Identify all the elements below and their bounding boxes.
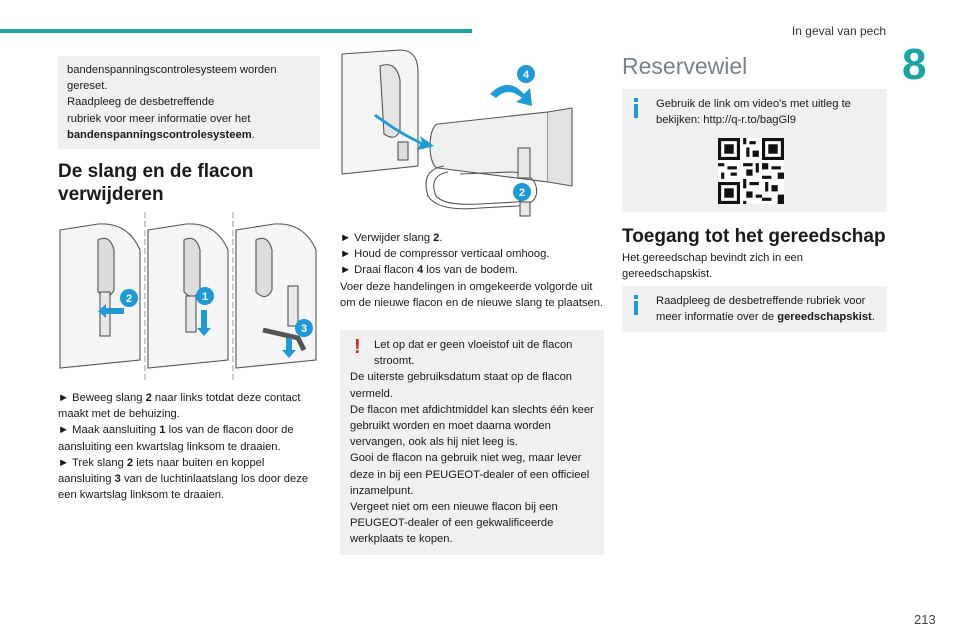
tools-paragraph: Het gereedschap bevindt zich in een gereedschapskist. (622, 252, 803, 281)
qr-code[interactable] (718, 138, 784, 204)
removal-steps (58, 390, 320, 503)
spare-wheel-title: Reservewiel (622, 53, 748, 79)
header-accent-bar (0, 29, 472, 33)
callout-label: 1 (201, 291, 209, 303)
tools-heading: Toegang tot het gereedschap (622, 226, 886, 247)
info-icon (634, 295, 638, 315)
step: ► Maak aansluiting 1 los van de flacon door de aansluiting een kwartslag linksom te draaien. (58, 424, 294, 453)
step: ► Houd de compressor verticaal omhoog. (340, 248, 550, 261)
heading-hose-flask: De slang en de flacon verwijderen (58, 161, 254, 205)
info-icon (634, 98, 638, 118)
chapter-number: 8 (902, 40, 927, 89)
column-1 (58, 56, 320, 149)
callout-label: 2 (518, 187, 526, 199)
callout-label: 2 (125, 293, 133, 305)
flask-steps (340, 230, 604, 311)
warning-box: ! Let op dat er geen vloeistof uit de flacon stroomt. De uiterste gebruiksdatum staat op de flacon vermeld. De flacon met afdichtmiddel kan slechts één keer gebruikt worden en moet daarna worden vervangen, ook als hij niet leeg is. Gooi de flacon na gebruik niet weg, maar lever deze in bij een PEUGEOT-dealer of een officieel inzamelpunt. Vergeet niet om een nieuwe flacon bij een PEUGEOT-dealer of een gekwalificeerde werkplaats te kopen. (340, 330, 604, 555)
continued-note: bandenspanningscontrolesysteem worden gereset. Raadpleeg de desbetreffende rubriek voor meer informatie over het bandenspanningscontrolesysteem. (58, 56, 320, 149)
warning-icon: ! (354, 336, 361, 358)
callout-label: 3 (300, 323, 308, 335)
toolbox-info-box: Raadpleeg de desbetreffende rubriek voor meer informatie over de gereedschapskist. (622, 286, 887, 332)
page-number: 213 (914, 612, 936, 627)
section-title: In geval van pech (791, 24, 886, 38)
step: ► Beweeg slang 2 naar links totdat deze contact maakt met de behuizing. (58, 392, 301, 421)
step: ► Trek slang 2 iets naar buiten en koppel aansluiting 3 van de luchtinlaatslang los door deze een kwartslag linksom te draaien. (58, 456, 309, 502)
step: ► Verwijder slang 2. (340, 232, 443, 244)
callout-label: 4 (522, 69, 530, 81)
hose-removal-figure (58, 210, 320, 382)
flask-removal-figure (340, 46, 604, 218)
video-info-box: Gebruik de link om video's met uitleg te bekijken: http://q-r.to/bagGl9 (622, 89, 887, 212)
reverse-order-paragraph: Voer deze handelingen in omgekeerde volgorde uit om de nieuwe flacon en de nieuwe slang te plaatsen. (340, 280, 604, 309)
step: ► Draai flacon 4 los van de bodem. (340, 264, 518, 277)
